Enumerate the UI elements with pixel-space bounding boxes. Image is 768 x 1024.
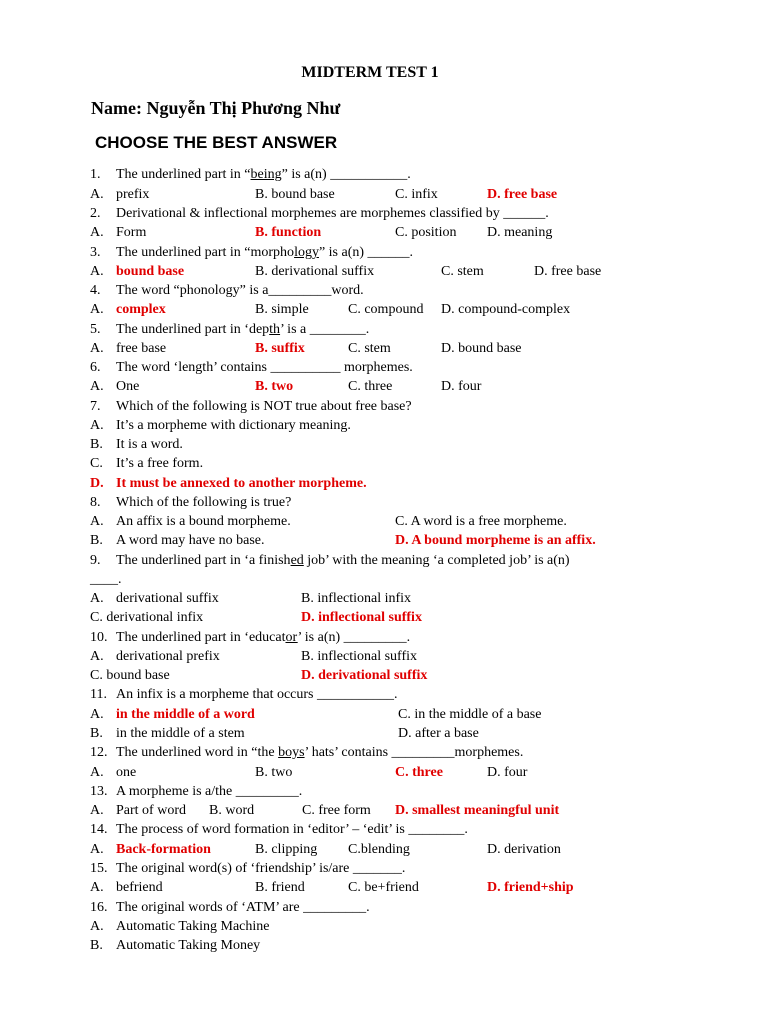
option-b-text[interactable]: in the middle of a stem bbox=[116, 726, 245, 741]
option-d[interactable]: D. four bbox=[441, 379, 482, 394]
option-b[interactable]: B. bbox=[90, 938, 103, 953]
option-d[interactable]: D. bound base bbox=[441, 341, 522, 356]
option-b[interactable]: B. bbox=[90, 726, 103, 741]
question-13-text: A morpheme is a/the _________. bbox=[116, 784, 303, 799]
question-13-number: 13. bbox=[90, 784, 108, 799]
question-16-number: 16. bbox=[90, 900, 108, 915]
question-9: 9. The underlined part in ‘a finished job’ with the meaning ‘a completed job’ is a(n) bbox=[90, 553, 570, 568]
question-11-number: 11. bbox=[90, 687, 107, 702]
option-b-answer[interactable]: B. suffix bbox=[255, 341, 305, 356]
option-c[interactable]: C. free form bbox=[302, 803, 371, 818]
option-a[interactable]: A. bbox=[90, 707, 104, 722]
question-16-text: The original words of ‘ATM’ are _________. bbox=[116, 900, 370, 915]
question-1: 1. The underlined part in “being” is a(n) ___________. bbox=[90, 167, 411, 182]
option-c[interactable]: C.blending bbox=[348, 842, 410, 857]
question-text: The underlined part in ‘educator’ is a(n) _________. bbox=[116, 630, 411, 645]
question-4-number: 4. bbox=[90, 283, 101, 298]
question-text: The underlined part in ‘depth’ is a ________. bbox=[116, 322, 370, 337]
option-a-text-answer[interactable]: Back-formation bbox=[116, 842, 211, 857]
test-title: MIDTERM TEST 1 bbox=[301, 64, 439, 81]
option-a[interactable]: A. bbox=[90, 803, 104, 818]
option-a-text[interactable]: prefix bbox=[116, 187, 150, 202]
option-b[interactable]: B. bbox=[90, 437, 103, 452]
option-d[interactable]: D. compound-complex bbox=[441, 302, 571, 317]
option-a-text[interactable]: free base bbox=[116, 341, 167, 356]
option-a[interactable]: A. bbox=[90, 264, 104, 279]
option-c-answer[interactable]: C. three bbox=[395, 765, 443, 780]
option-a-text[interactable]: Part of word bbox=[116, 803, 186, 818]
option-d-answer[interactable]: D. bbox=[90, 476, 104, 491]
question-4-text: The word “phonology” is a_________word. bbox=[116, 283, 364, 298]
option-a-text-answer[interactable]: in the middle of a word bbox=[116, 707, 255, 722]
question-6-number: 6. bbox=[90, 360, 101, 375]
student-name: Name: Nguyễn Thị Phương Như bbox=[91, 98, 341, 118]
option-d-answer[interactable]: D. free base bbox=[487, 187, 558, 202]
option-b-text[interactable]: Automatic Taking Money bbox=[116, 938, 261, 953]
option-b[interactable]: B. word bbox=[209, 803, 255, 818]
option-c[interactable]: C. infix bbox=[395, 187, 438, 202]
option-b-text[interactable]: It is a word. bbox=[116, 437, 183, 452]
question-14-text: The process of word formation in ‘editor’ – ‘edit’ is ________. bbox=[116, 822, 468, 837]
option-d[interactable]: D. four bbox=[487, 765, 528, 780]
option-b[interactable]: B. clipping bbox=[255, 842, 318, 857]
option-b[interactable]: B. bound base bbox=[255, 187, 335, 202]
option-a-text[interactable]: One bbox=[116, 379, 140, 394]
option-a-text[interactable]: Automatic Taking Machine bbox=[116, 919, 270, 934]
question-text: The underlined part in ‘a finished job’ with the meaning ‘a completed job’ is a(n) bbox=[116, 553, 570, 568]
option-b-text[interactable]: A word may have no base. bbox=[116, 533, 265, 548]
option-a-text-answer[interactable]: complex bbox=[116, 302, 166, 317]
question-text: The underlined part in “being” is a(n) ___________. bbox=[116, 167, 411, 182]
option-c[interactable]: C. stem bbox=[348, 341, 391, 356]
question-15-number: 15. bbox=[90, 861, 108, 876]
option-a[interactable]: A. bbox=[90, 765, 104, 780]
option-c[interactable]: C. A word is a free morpheme. bbox=[395, 514, 567, 529]
option-d-answer[interactable]: D. friend+ship bbox=[487, 880, 574, 895]
question-2-text: Derivational & inflectional morphemes are morphemes classified by ______. bbox=[116, 206, 549, 221]
option-d-answer[interactable]: D. smallest meaningful unit bbox=[395, 803, 560, 818]
option-a-text[interactable]: An affix is a bound morpheme. bbox=[116, 514, 291, 529]
option-b[interactable]: B. inflectional suffix bbox=[301, 649, 417, 664]
option-b-answer[interactable]: B. two bbox=[255, 379, 294, 394]
question-6-text: The word ‘length’ contains __________ morphemes. bbox=[116, 360, 413, 375]
option-b[interactable]: B. simple bbox=[255, 302, 309, 317]
option-b-answer[interactable]: B. function bbox=[255, 225, 322, 240]
option-a-text[interactable]: Form bbox=[116, 225, 147, 240]
question-7-number: 7. bbox=[90, 399, 101, 414]
question-15-text: The original word(s) of ‘friendship’ is/are _______. bbox=[116, 861, 406, 876]
option-a-text[interactable]: one bbox=[116, 765, 137, 780]
option-c[interactable]: C. be+friend bbox=[348, 880, 419, 895]
question-8-number: 8. bbox=[90, 495, 101, 510]
option-c[interactable]: C. bound base bbox=[90, 668, 170, 683]
option-a-text-answer[interactable]: bound base bbox=[116, 264, 185, 279]
question-8-text: Which of the following is true? bbox=[116, 495, 292, 510]
option-a[interactable]: A. bbox=[90, 649, 104, 664]
option-a[interactable]: A. bbox=[90, 880, 104, 895]
option-d[interactable]: D. after a base bbox=[398, 726, 479, 741]
question-2-number: 2. bbox=[90, 206, 101, 221]
question-text: The underlined word in “the boys’ hats’ contains _________morphemes. bbox=[116, 745, 524, 760]
option-a[interactable]: A. bbox=[90, 919, 104, 934]
option-c[interactable]: C. derivational infix bbox=[90, 610, 204, 625]
question-10: 10. The underlined part in ‘educator’ is a(n) _________. bbox=[90, 630, 411, 645]
question-5: 5. The underlined part in ‘depth’ is a ________. bbox=[90, 322, 370, 337]
option-a[interactable]: A. bbox=[90, 591, 104, 606]
question-12: 12. The underlined word in “the boys’ hats’ contains _________morphemes. bbox=[90, 745, 524, 760]
option-b[interactable]: B. bbox=[90, 533, 103, 548]
option-a-text[interactable]: derivational suffix bbox=[116, 591, 219, 606]
option-a[interactable]: A. bbox=[90, 302, 104, 317]
option-a[interactable]: A. bbox=[90, 842, 104, 857]
option-c[interactable]: C. stem bbox=[441, 264, 484, 279]
option-b[interactable]: B. friend bbox=[255, 880, 305, 895]
option-d[interactable]: D. derivation bbox=[487, 842, 561, 857]
option-d-answer[interactable]: D. inflectional suffix bbox=[301, 610, 422, 625]
option-a[interactable]: A. bbox=[90, 187, 104, 202]
option-c[interactable]: C. position bbox=[395, 225, 457, 240]
option-c[interactable]: C. three bbox=[348, 379, 393, 394]
option-c[interactable]: C. compound bbox=[348, 302, 424, 317]
question-3: 3. The underlined part in “morphology” is a(n) ______. bbox=[90, 245, 414, 260]
option-a[interactable]: A. bbox=[90, 379, 104, 394]
option-d[interactable]: D. free base bbox=[534, 264, 602, 279]
option-a[interactable]: A. bbox=[90, 341, 104, 356]
option-d[interactable]: D. meaning bbox=[487, 225, 553, 240]
question-7-text: Which of the following is NOT true about free base? bbox=[116, 399, 412, 414]
option-a[interactable]: A. bbox=[90, 514, 104, 529]
question-11-text: An infix is a morpheme that occurs ___________. bbox=[116, 687, 398, 702]
option-d-answer[interactable]: D. A bound morpheme is an affix. bbox=[395, 533, 596, 548]
option-a[interactable]: A. bbox=[90, 225, 104, 240]
option-a-text[interactable]: derivational prefix bbox=[116, 649, 220, 664]
instruction-heading: CHOOSE THE BEST ANSWER bbox=[95, 133, 338, 152]
option-a[interactable]: A. bbox=[90, 418, 104, 433]
option-b[interactable]: B. two bbox=[255, 765, 293, 780]
question-9-continued: ____. bbox=[90, 572, 122, 587]
option-b[interactable]: B. derivational suffix bbox=[255, 264, 375, 279]
option-c[interactable]: C. in the middle of a base bbox=[398, 707, 542, 722]
option-d-answer[interactable]: D. derivational suffix bbox=[301, 668, 428, 683]
option-d-text-answer[interactable]: It must be annexed to another morpheme. bbox=[116, 476, 367, 491]
question-text: The underlined part in “morphology” is a(n) ______. bbox=[116, 245, 414, 260]
option-c[interactable]: C. bbox=[90, 456, 103, 471]
question-14-number: 14. bbox=[90, 822, 108, 837]
option-a-text[interactable]: befriend bbox=[116, 880, 163, 895]
option-a-text[interactable]: It’s a morpheme with dictionary meaning. bbox=[116, 418, 351, 433]
option-c-text[interactable]: It’s a free form. bbox=[116, 456, 204, 471]
option-b[interactable]: B. inflectional infix bbox=[301, 591, 412, 606]
